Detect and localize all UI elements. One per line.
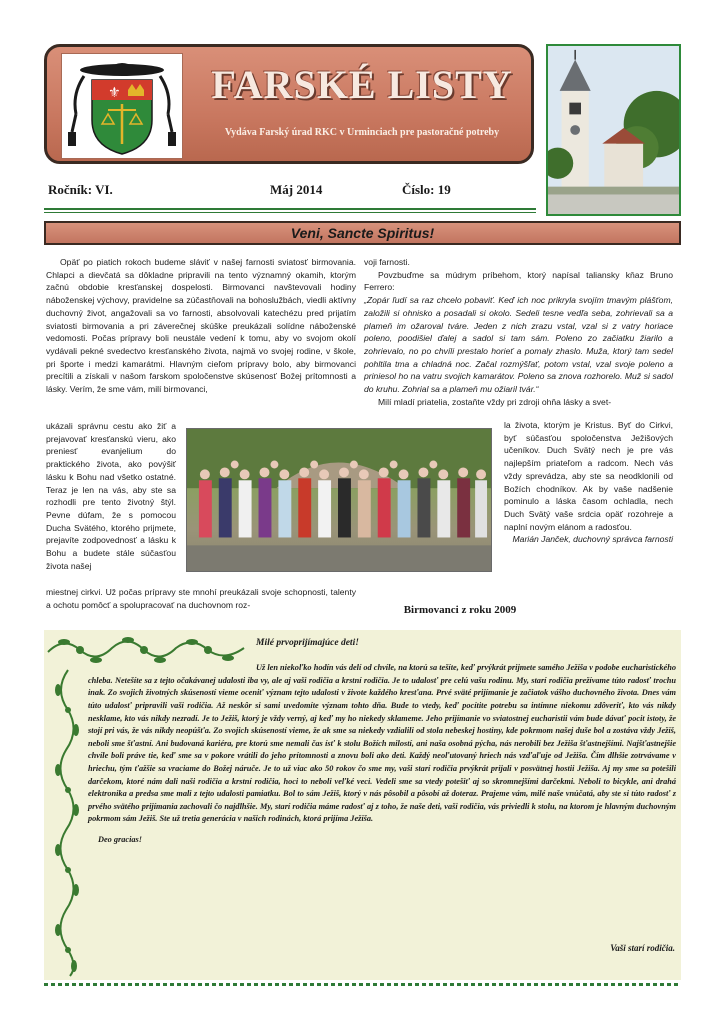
article-paragraph: Opäť po piatich rokoch budeme sláviť v našej farnosti sviatosť birmovania. Chlapci a dievčatá sa dôkladne pripravili na tento významný okamih, ktorým začnú obdobie kresťanskej dospelosti. Birmovanci navštevovali hodiny náboženskej výchovy, pravidelne sa zúčastňovali na bohoslužbách, viedli aktívny duchovný život, angažovali sa vo farnosti, absolvovali katechézu pred prijatím sviatosti birmovania a pri záverečnej skúške preukázali solídne náboženské vedomosti. Počas prípravy boli neustále vedení k tomu, aby vo svojom okolí vydávali pekné svedectvo kresťanského života, najmä vo svojej rodine, v škole, pri športe i medzi kamarátmi. Hlavným cieľom prípravy bolo, aby birmovanci precítili a získali v našom farskom spoločenstve skúsenosť Božej prítomnosti a lásky. Verím, že sme vám, milí birmovanci, [46,257,356,395]
article-paragraph: voji farnosti. [364,257,410,267]
issue-number: Číslo: 19 [402,182,451,197]
article-col1-top [46,256,356,396]
story-quote: „Zopár ľudí sa raz chcelo pobaviť. Keď ich noc prikryla svojím tmavým plášťom, založili si ohnisko a posadali si okolo. Sedeli tesne vedľa seba, zohrievali sa a plameň im ožaroval tváre. Jeden z nich zrazu vstal, vzal si z vatry horiace poleno, poodišiel ďalej a sadol si tam sám. Poleno zo začiatku žiarilo a zohrievalo, no po chvíli prestalo horieť a pomaly zhaslo. Muža, ktorý tam sedel pohltila tma a chladná noc. Začal rozmýšľať, potom vstal, vzal svoje poleno a priniesol ho na vatru svojich kamarátov. Poleno sa znova rozhorelo. Muž si sadol do kruhu. Zohrial sa a plameň mu ožiaril tvár.“ [364,295,673,395]
article-paragraph: la života, ktorým je Kristus. Byť do Cirkvi, byť súčasťou spoločenstva Ježišových učeníkov. Duch Svätý nech je pre vás najlepším priateľom a radcom. Nech vás vždy sprevádza, aby ste sa neodklonili od Božích chodníkov. Ak by vaše nadšenie pominulo a láska časom ochladla, nech Duch Svätý vaše srdcia opäť rozohreje a naplní novým elánom a radosťou. [504,420,673,532]
article-signature: Marián Janček, duchovný správca farnosti [512,534,673,545]
church-photo [546,44,681,216]
letter-section [44,630,681,980]
article-paragraph: ukázali správnu cestu ako žiť a prejavovať kresťanskú vieru, ako preniesť evanjelium do praktického života, ako povýšiť lásku k Bohu nad všetko ostatné. Teraz je len na vás, aby ste sa rozhodli pre tento životný štýl. Pevne dúfam, že s pomocou Ducha Svätého, ktorého prijmete, prejavíte zodpovednosť a lásku k Bohu a budete stále súčasťou života našej [46,421,176,571]
svg-text:⚜: ⚜ [108,85,121,101]
issue-info [48,182,538,202]
letter-closing: Deo gracias! [98,835,143,845]
newsletter-subtitle: Vydáva Farský úrad RKC v Urminciach pre pastoračné potreby [224,127,500,138]
letter-signature: Vaši starí rodičia. [610,943,675,953]
article-col1-narrow [46,420,176,572]
letter-heading: Milé prvoprijímajúce deti! [256,638,359,648]
article-col2-top [364,256,673,408]
article-col2-narrow [504,419,673,546]
masthead [44,44,534,164]
issue-year: Ročník: VI. [48,182,113,197]
article-paragraph: Milí mladí priatelia, zostaňte vždy pri zdroji ohňa lásky a svet- [378,396,612,407]
coat-of-arms-icon [61,53,183,159]
divider [44,208,536,210]
dotted-divider [44,983,681,986]
letter-paragraph: Už len niekoľko hodín vás delí od chvíle, na ktorú sa tešíte, keď prvýkrát prijmete samého Ježiša v podobe eucharistického chleba. Netešíte sa z tejto očakávanej udalosti iba vy, ale aj vaši rodičia a krstní rodičia. Je to udalosť pre celú vašu rodinu. My, starí rodičia prežívame túto radosť trochu inak. Zo svojich životných skúseností vieme oceniť význam tejto udalosti v živote každého kresťana. Prvé sväté prijímanie je začiatok vášho duchovného života. Dnes vám túto udalosť pripravili vaši rodičia. Až neskôr si sami uvedomíte význam tohto dňa. Bude to vtedy, keď pocítite potrebu sa intímne niekomu zdôveriť, kto vás nikdy nesklame, kto vás nikdy nezradí. Je to Ježiš, ktorý je vždy verný, aj keď my ho niekedy sklameme. Jeho prijímanie vo sviatostnej eucharistii vám bude dávať pocit istoty, že stojí pri vás, že vás nikdy neopúšťa. Zo svojich skúseností vieme, že ak sme sa niekedy vzdialili od stola nebeskej hostiny, kde pokrmom našej duše bol a zostáva vždy Ježiš, neboli sme šťastní. Ani budovaná kariéra, pre ktorú sme nemali čas ísť k stolu Božích milostí, ani naša osobná pýcha, nás nerobili bez Ježiša šťastnejšími. Najšťastnejšie chvíle boli práve tie, keď sme sa v pokore vrátili do jeho prítomnosti a znovu boli ako deti. Každý neoľutovaný hriech nás vzďaľuje od Ježiša. Čím dlhšie zotrvávame v hriechu, tým ťažšie sa vraciame do Božej náruče. Je to už viac ako 50 rokov čo sme my, vaši starí rodičia prvýkrát prijali v posvätnej hostii Ježiša. Aj my sme sa potešili darčekom, ktoré nám dali naši rodičia a krstní rodičia, hoci to neboli veľké veci. Vedeli sme sa vtedy potešiť aj so skromnejšími darčekmi. Neboli to bicykle, ani drahá elektronika a predsa sme mali z tejto udalosti pamiatku. Bol to sám Ježiš, ktorý v nás pôsobil a pôsobí až doteraz. Prajeme vám, milé naše vnúčatá, aby ste si túto radosť z prvého svätého prijímania zachovali čo najdlhšie. My, starí rodičia máme radosť aj z toho, že naše deti, vaši rodičia, vás priviedli k stolu, na ktorom je hlavným duchovným pokrmom sám Ježiš. Ste už tretia generácia v našich rodinách, ktorá prijíma Ježiša. [88,663,676,824]
issue-date: Máj 2014 [270,182,323,197]
newsletter-title: FARSKÉ LISTY [211,62,513,107]
article-heading: Veni, Sancte Spiritus! [44,221,681,245]
article-paragraph: miestnej cirkvi. Už počas prípravy ste mnohí preukázali svoje schopnosti, talenty a ochotu pomôcť a spolupracovať na duchovnom roz- [46,587,356,610]
group-photo [186,428,492,572]
article-col1-bottom [46,586,356,611]
divider [44,212,536,213]
letter-body [88,654,676,855]
photo-caption: Birmovanci z roku 2009 [403,604,517,616]
article-paragraph: Povzbuďme sa múdrym príbehom, ktorý napísal taliansky kňaz Bruno Ferrero: [364,269,673,293]
